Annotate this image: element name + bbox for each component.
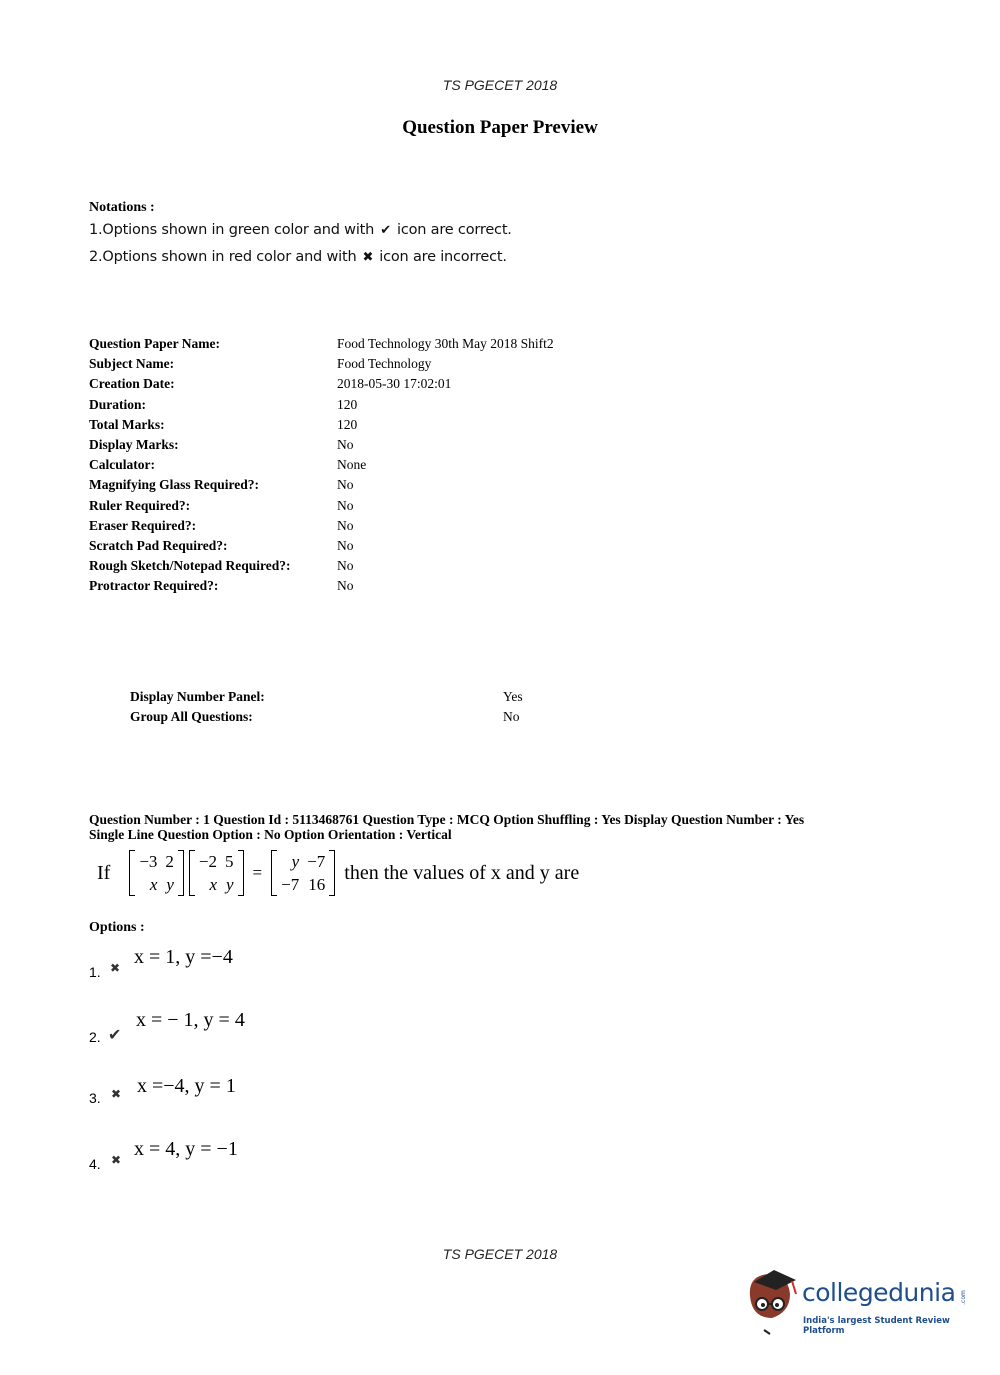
info-key: Scratch Pad Required?: bbox=[89, 537, 228, 553]
matrix-cell: y bbox=[225, 875, 234, 894]
info-value: No bbox=[337, 517, 354, 533]
option-text: x = − 1, y = 4 bbox=[136, 1009, 245, 1031]
logo-wordmark: collegedunia bbox=[802, 1278, 956, 1307]
info-key: Ruler Required?: bbox=[89, 497, 191, 513]
info-key: Subject Name: bbox=[89, 356, 175, 372]
matrix-cell: y bbox=[166, 875, 174, 894]
info-value: No bbox=[337, 558, 354, 574]
cross-icon: ✖ bbox=[362, 250, 374, 265]
info-key: Eraser Required?: bbox=[89, 517, 197, 533]
options-label: Options : bbox=[89, 920, 145, 935]
check-icon: ✔ bbox=[380, 223, 391, 238]
check-icon: ✔ bbox=[108, 1027, 122, 1044]
info-row bbox=[0, 496, 1000, 516]
info-value: None bbox=[337, 457, 367, 473]
question-meta-line-1: Question Number : 1 Question Id : 5113468761 Question Type : MCQ Option Shuffling : Yes Display Question Number : Yes bbox=[89, 812, 805, 827]
paper-info-table bbox=[0, 334, 1000, 596]
logo-tagline: India's largest Student Review Platform bbox=[803, 1316, 950, 1336]
notation-incorrect bbox=[89, 249, 507, 265]
info-value: No bbox=[337, 477, 354, 493]
info-key: Rough Sketch/Notepad Required?: bbox=[89, 558, 291, 574]
info-value: No bbox=[337, 436, 354, 452]
info-row bbox=[0, 687, 1000, 707]
page-header: TS PGECET 2018 bbox=[442, 77, 558, 93]
matrix-cell: 16 bbox=[308, 875, 326, 894]
info-value: 120 bbox=[337, 396, 358, 412]
info-value: No bbox=[337, 537, 354, 553]
matrix-cell: −7 bbox=[307, 852, 326, 871]
matrix-c bbox=[271, 850, 335, 896]
option-text: x =−4, y = 1 bbox=[137, 1075, 236, 1097]
matrix-cell: y bbox=[291, 852, 300, 871]
info-key: Total Marks: bbox=[89, 416, 165, 432]
info-key: Question Paper Name: bbox=[89, 336, 220, 351]
info-row bbox=[0, 395, 1000, 415]
matrix-cell: x bbox=[209, 875, 218, 894]
matrix-cell: 2 bbox=[165, 852, 174, 871]
page-footer: TS PGECET 2018 bbox=[442, 1246, 558, 1262]
info-value: No bbox=[337, 578, 354, 594]
option-number: 2. bbox=[89, 1029, 101, 1045]
collegedunia-logo bbox=[740, 1268, 970, 1340]
info-key: Duration: bbox=[89, 396, 146, 412]
info-row bbox=[0, 435, 1000, 455]
panel-info-table bbox=[0, 687, 1000, 727]
option-number: 1. bbox=[89, 964, 101, 980]
info-key: Display Number Panel: bbox=[130, 689, 265, 704]
matrix-cell: −3 bbox=[139, 852, 158, 871]
info-row bbox=[0, 516, 1000, 536]
matrix-cell: −2 bbox=[198, 852, 218, 871]
cross-icon: ✖ bbox=[110, 961, 121, 975]
info-row bbox=[0, 556, 1000, 576]
info-row bbox=[0, 536, 1000, 556]
info-row bbox=[0, 475, 1000, 495]
question-text bbox=[97, 850, 579, 900]
matrix-a bbox=[129, 850, 184, 896]
info-value: Food Technology bbox=[337, 356, 432, 372]
info-row bbox=[0, 576, 1000, 596]
notation-text: icon are incorrect. bbox=[379, 249, 507, 265]
info-key: Group All Questions: bbox=[130, 709, 253, 725]
info-key: Calculator: bbox=[89, 457, 155, 473]
equals-sign: = bbox=[252, 863, 263, 882]
info-value: Yes bbox=[503, 689, 523, 704]
info-key: Magnifying Glass Required?: bbox=[89, 477, 260, 493]
info-row bbox=[0, 455, 1000, 475]
mascot-icon bbox=[740, 1268, 802, 1340]
info-row bbox=[0, 415, 1000, 435]
matrix-cell: x bbox=[149, 875, 158, 894]
info-row bbox=[0, 374, 1000, 394]
option-text: x = 4, y = −1 bbox=[134, 1138, 238, 1160]
matrix-cell: −7 bbox=[281, 875, 300, 894]
matrix-cell: 5 bbox=[225, 852, 234, 871]
info-row bbox=[0, 354, 1000, 374]
notation-text: 1.Options shown in green color and with bbox=[89, 222, 375, 238]
logo-suffix: .com bbox=[959, 1290, 967, 1305]
cross-icon: ✖ bbox=[111, 1153, 122, 1167]
info-value: Food Technology 30th May 2018 Shift2 bbox=[337, 336, 554, 351]
info-value: No bbox=[337, 497, 354, 513]
info-key: Protractor Required?: bbox=[89, 578, 219, 594]
question-tail: then the values of x and y are bbox=[344, 861, 580, 884]
option-text: x = 1, y =−4 bbox=[134, 946, 233, 968]
info-key: Display Marks: bbox=[89, 436, 179, 452]
notation-correct bbox=[89, 222, 512, 238]
info-row bbox=[0, 707, 1000, 727]
notation-text: icon are correct. bbox=[397, 222, 512, 238]
question-meta-line-2: Single Line Question Option : No Option Orientation : Vertical bbox=[89, 827, 452, 842]
cross-icon: ✖ bbox=[111, 1087, 122, 1101]
info-value: 2018-05-30 17:02:01 bbox=[337, 376, 452, 392]
info-value: No bbox=[503, 709, 520, 725]
notations-label: Notations : bbox=[89, 200, 155, 215]
option-number: 4. bbox=[89, 1156, 101, 1172]
page-title: Question Paper Preview bbox=[402, 117, 598, 138]
info-row bbox=[0, 334, 1000, 354]
info-key: Creation Date: bbox=[89, 376, 175, 392]
info-value: 120 bbox=[337, 416, 358, 432]
matrix-b bbox=[189, 850, 244, 896]
notation-text: 2.Options shown in red color and with bbox=[89, 249, 357, 265]
question-if: If bbox=[97, 861, 111, 884]
option-number: 3. bbox=[89, 1090, 101, 1106]
